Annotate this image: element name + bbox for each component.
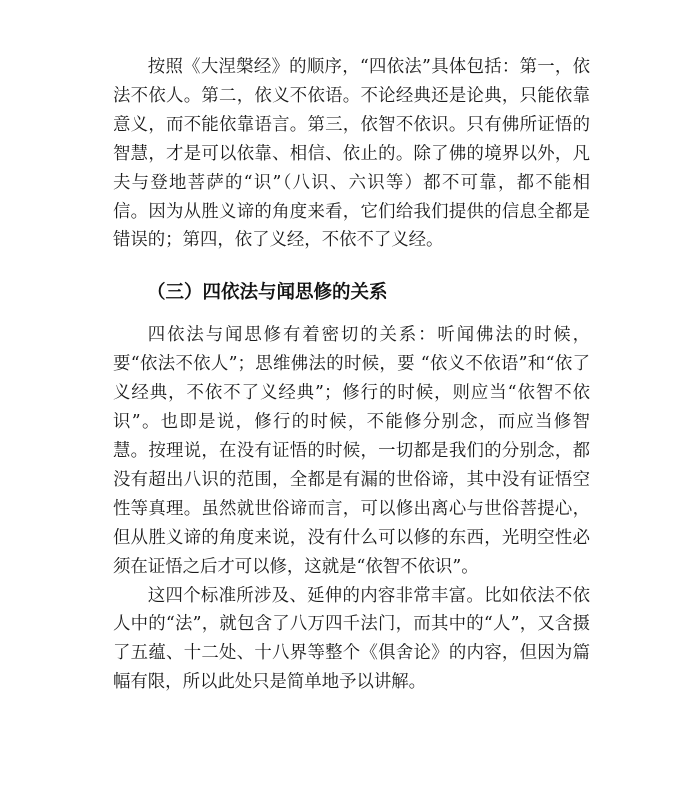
section-heading: （三）四依法与闻思修的关系: [147, 282, 388, 304]
document-page: [113, 53, 590, 697]
paragraph-four-reliances-list: 按照《大涅槃经》的顺序，“四依法”具体包括：第一，依法不依人。第二，依义不依语。不论经典还是论典，只能依靠意义，而不能依靠语言。第三，依智不依识。只有佛所证悟的智慧，才是可以依靠、相信、依止的。除了佛的境界以外，凡夫与登地菩萨的“识”（八识、六识等）都不可靠，都不能相信。因为从胜义谛的角度来看，它们给我们提供的信息全都是错误的；第四，依了义经，不依不了义经。: [113, 57, 590, 251]
paragraph-scope-note: 这四个标准所涉及、延伸的内容非常丰富。比如依法不依人中的“法”，就包含了八万四千法门，而其中的“人”，又含摄了五蕴、十二处、十八界等整个《俱舍论》的内容，但因为篇幅有限，所以此处只是简单地予以讲解。: [113, 585, 590, 693]
paragraph-relation-to-study-practice: 四依法与闻思修有着密切的关系：听闻佛法的时候，要“依法不依人”；思维佛法的时候，要 “依义不依语”和“依了义经典，不依不了义经典”；修行的时候，则应当“依智不依识”。也即是说，修行的时候，不能修分别念，而应当修智慧。按理说，在没有证悟的时候，一切都是我们的分别念，都没有超出八识的范围，全都是有漏的世俗谛，其中没有证悟空性等真理。虽然就世俗谛而言，可以修出离心与世俗菩提心，但从胜义谛的角度来说，没有什么可以修的东西，光明空性必须在证悟之后才可以修，这就是“依智不依识”。: [113, 325, 590, 577]
